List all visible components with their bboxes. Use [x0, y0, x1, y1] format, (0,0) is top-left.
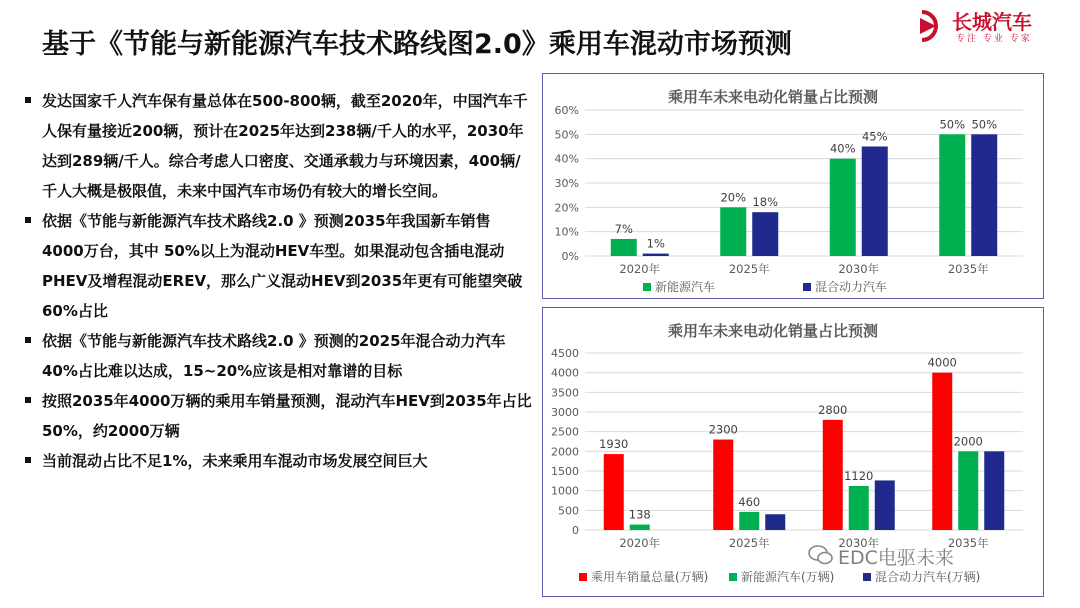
- bullet-item: 按照2035年4000万辆的乘用车销量预测，混动汽车HEV到2035年占比50%，约2000万辆: [22, 386, 532, 446]
- data-label: 138: [628, 507, 651, 522]
- y-tick-label: 0: [572, 524, 579, 537]
- bar: [643, 254, 669, 256]
- bar: [849, 486, 869, 530]
- bar: [611, 239, 637, 256]
- bullet-item: 依据《节能与新能源汽车技术路线2.0 》预测2035年我国新车销售 4000万台，其中 50%以上为混动HEV车型。如果混动包含插电混动PHEV及增程混动EREV，那么广义混动HEV到2035年更有可能望突破60%占比: [22, 206, 532, 326]
- legend-swatch: [729, 573, 737, 581]
- y-tick-label: 4500: [551, 347, 579, 360]
- data-label: 40%: [829, 141, 856, 156]
- bar: [971, 134, 997, 256]
- legend-label: 乘用车销量总量(万辆): [591, 570, 709, 584]
- data-label: 2800: [818, 402, 848, 417]
- y-tick-label: 10%: [554, 225, 579, 239]
- bullet-item: 依据《节能与新能源汽车技术路线2.0 》预测的2025年混合动力汽车40%占比难以达成，15~20%应该是相对靠谱的目标: [22, 326, 532, 386]
- bar: [862, 147, 888, 257]
- y-tick-label: 2500: [551, 425, 579, 439]
- x-tick-label: 2030年: [838, 262, 880, 276]
- bar: [604, 454, 624, 530]
- bar: [752, 212, 778, 256]
- chart-title: 乘用车未来电动化销量占比预测: [667, 88, 879, 106]
- bar: [720, 207, 746, 256]
- y-tick-label: 40%: [554, 152, 579, 166]
- data-label: 2300: [708, 422, 738, 437]
- legend-swatch: [579, 573, 587, 581]
- x-tick-label: 2035年: [947, 536, 989, 550]
- y-tick-label: 1500: [551, 465, 579, 478]
- bar: [765, 514, 785, 530]
- bar: [630, 525, 650, 530]
- data-label: 4000: [927, 355, 957, 370]
- bar: [713, 440, 733, 530]
- y-tick-label: 3500: [551, 386, 579, 400]
- data-label: 50%: [971, 117, 998, 132]
- logo-slogan: 专注 专业 专家: [956, 34, 1032, 44]
- bar: [958, 451, 978, 530]
- brand-logo: [914, 6, 1064, 46]
- data-label: 50%: [939, 117, 966, 132]
- data-label: 460: [738, 494, 761, 509]
- share-forecast-chart-svg: [543, 74, 1043, 298]
- y-tick-label: 30%: [554, 177, 579, 190]
- y-tick-label: 4000: [551, 366, 579, 380]
- x-tick-label: 2020年: [619, 536, 661, 550]
- page-title: 基于《节能与新能源汽车技术路线图2.0》乘用车混动市场预测: [42, 29, 792, 60]
- bullet-item: 发达国家千人汽车保有量总体在500-800辆，截至2020年，中国汽车千人保有量接近200辆，预计在2025年达到238辆/千人的水平，2030年达到289辆/千人。综合考虑人口密度、交通承载力与环境因素，400辆/千人大概是极限值，未来中国汽车市场仍有较大的增长空间。: [22, 86, 532, 206]
- data-label: 7%: [614, 221, 633, 236]
- x-tick-label: 2030年: [838, 536, 880, 550]
- data-label: 1930: [599, 437, 629, 452]
- x-tick-label: 2020年: [619, 262, 661, 276]
- volume-forecast-chart-svg: [543, 308, 1043, 596]
- legend-label: 混合动力汽车(万辆): [875, 570, 981, 584]
- bar: [932, 373, 952, 530]
- bullet-item: 当前混动占比不足1%，未来乘用车混动市场发展空间巨大: [22, 446, 532, 476]
- bar: [875, 480, 895, 530]
- y-tick-label: 60%: [554, 104, 579, 117]
- legend-label: 新能源汽车(万辆): [741, 570, 835, 584]
- bar: [739, 512, 759, 530]
- bar: [830, 159, 856, 256]
- data-label: 1%: [646, 236, 665, 251]
- legend-label: 新能源汽车: [655, 280, 716, 294]
- data-label: 18%: [752, 195, 779, 210]
- volume-forecast-chart: [542, 307, 1044, 597]
- y-tick-label: 50%: [554, 128, 579, 142]
- x-tick-label: 2025年: [728, 536, 770, 550]
- data-label: 20%: [720, 190, 747, 205]
- share-forecast-chart: [542, 73, 1044, 299]
- wechat-icon: [808, 544, 834, 566]
- data-label: 45%: [861, 129, 888, 144]
- logo-name: 长城汽车: [952, 10, 1032, 34]
- watermark: EDC电驱未来: [838, 547, 954, 569]
- data-label: 2000: [953, 434, 983, 449]
- legend-label: 混合动力汽车: [815, 280, 888, 294]
- y-tick-label: 3000: [551, 406, 579, 419]
- x-tick-label: 2025年: [728, 262, 770, 276]
- data-label: 1120: [844, 468, 874, 483]
- x-tick-label: 2035年: [947, 262, 989, 276]
- bar: [939, 134, 965, 256]
- bullet-list: [22, 86, 532, 476]
- y-tick-label: 0%: [561, 250, 579, 263]
- chart-title: 乘用车未来电动化销量占比预测: [667, 322, 879, 340]
- y-tick-label: 2000: [551, 445, 579, 459]
- y-tick-label: 500: [558, 504, 579, 518]
- legend-swatch: [643, 283, 651, 291]
- bar: [823, 420, 843, 530]
- legend-swatch: [803, 283, 811, 291]
- y-tick-label: 20%: [554, 201, 579, 215]
- logo-emblem-icon: [914, 8, 950, 44]
- y-tick-label: 1000: [551, 484, 579, 498]
- legend-swatch: [863, 573, 871, 581]
- bar: [984, 451, 1004, 530]
